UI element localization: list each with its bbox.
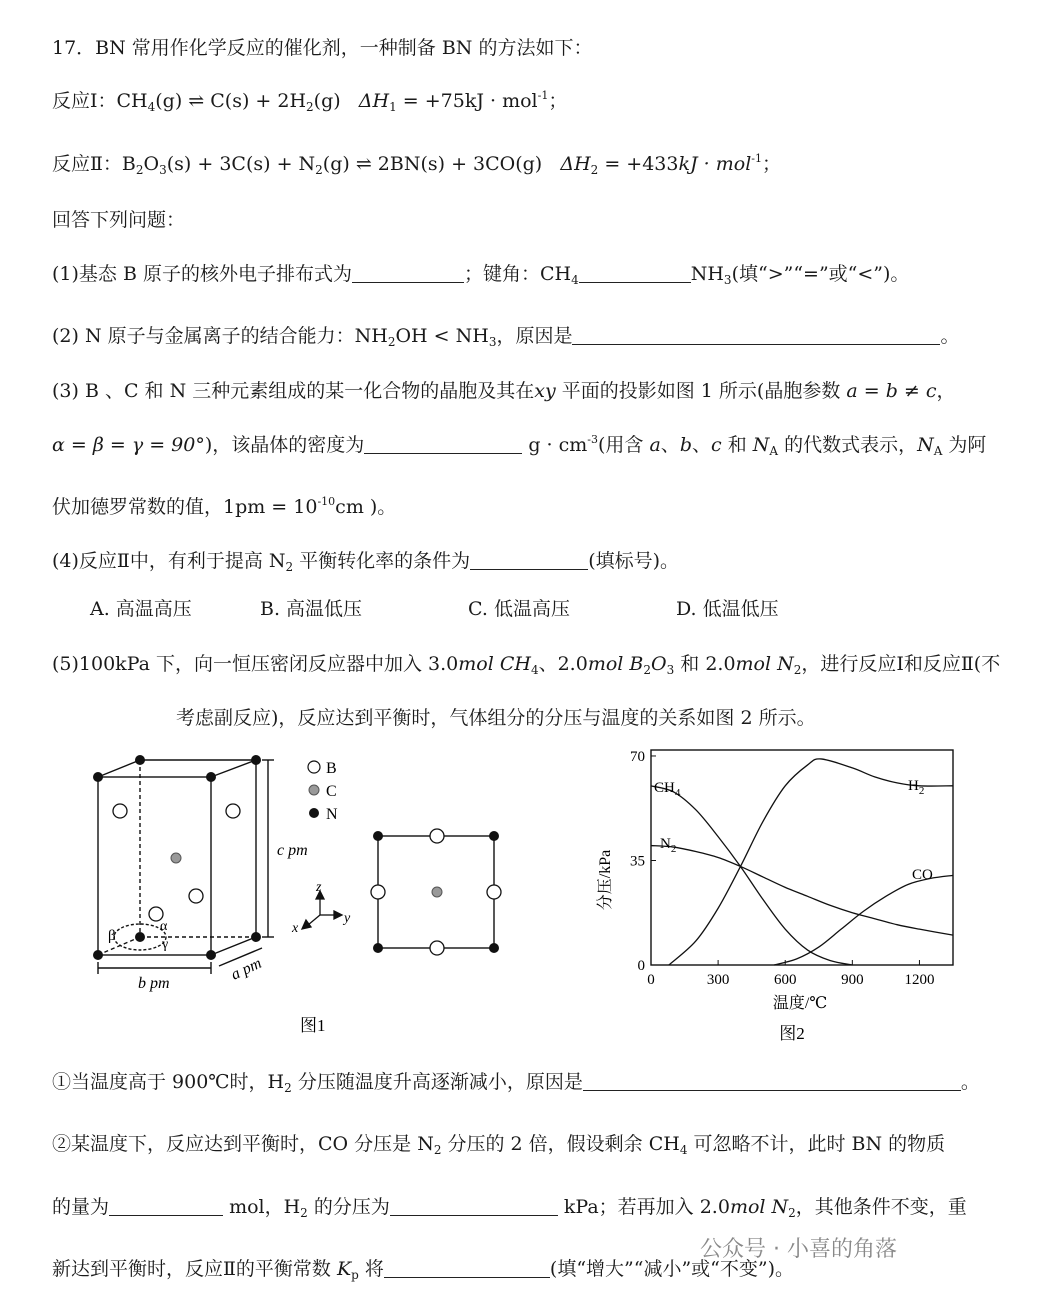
a-dimension-label: a pm: [228, 954, 265, 984]
option-d[interactable]: D. 低温低压: [676, 598, 779, 620]
series-label-co: CO: [912, 867, 933, 883]
question-4: (4)反应Ⅱ中，有利于提高 $N_2$ 平衡转化率的条件为 (填标号)。: [52, 550, 680, 574]
y-tick-label: 70: [630, 748, 645, 765]
series-label-n2: $N_2$: [660, 836, 677, 855]
axes-glyph: [302, 891, 342, 929]
question-3-line3: 伏加德罗常数的值，$1pm = 10^{-10}cm$ )。: [52, 495, 397, 518]
x-tick-label: 600: [773, 972, 797, 988]
reaction-1: 反应Ⅰ：$CH_4(g)$ ⇌ $C(s) + 2H_2(g)$ $\Delta H_1 = +75kJ \cdot mol^{-1}$；: [52, 89, 568, 114]
answer-blank-5-2b[interactable]: [390, 1197, 558, 1216]
svg-text:C: C: [326, 783, 337, 800]
axis-z-label: z: [316, 880, 322, 895]
svg-text:N: N: [326, 806, 338, 823]
boron-atoms: [113, 804, 501, 955]
figure-2-caption: 图2: [779, 1024, 805, 1043]
x-axis-label: 温度/℃: [772, 995, 828, 1012]
y-axis-label: 分压/kPa: [597, 849, 614, 911]
question-title: 17．BN 常用作化学反应的催化剂，一种制备 BN 的方法如下：: [52, 37, 593, 59]
gamma-label: γ: [162, 937, 169, 952]
b-dimension-label: b pm: [138, 975, 170, 992]
reaction-2: 反应Ⅱ：$B_2O_3(s) + 3C(s) + N_2(g)$ ⇌ 2BN(s) + 3CO(g) $\Delta H_2 = +433kJ \cdot mol^{-1}$；: [52, 152, 781, 177]
option-b[interactable]: B. 高温低压: [260, 598, 363, 620]
answer-blank-3[interactable]: [364, 435, 522, 454]
option-c[interactable]: C. 低温高压: [468, 598, 570, 620]
option-a[interactable]: A. 高温高压: [90, 598, 192, 620]
answer-blank-1b[interactable]: [579, 264, 691, 283]
beta-label: β: [108, 928, 116, 944]
figure-1: [80, 745, 550, 1045]
prompt: 回答下列问题：: [52, 209, 186, 231]
x-tick-label: 1200: [904, 972, 935, 988]
answer-blank-5-2a[interactable]: [109, 1197, 223, 1216]
answer-blank-5-2c[interactable]: [384, 1259, 550, 1278]
question-3-line2: α = β = γ = 90°)，该晶体的密度为 $g \cdot cm^{-3}$(用含 a、b、c 和 $N_A$ 的代数式表示，$N_A$ 为阿: [52, 433, 987, 458]
x-tick-label: 900: [841, 972, 864, 988]
svg-text:B: B: [326, 760, 337, 777]
question-3-line1: (3) B 、C 和 N 三种元素组成的某一化合物的晶胞及其在xy 平面的投影如图 1 所示(晶胞参数 a = b ≠ c，: [52, 380, 956, 402]
answer-blank-2[interactable]: [572, 326, 940, 345]
figure-2-chart: [590, 740, 990, 1050]
answer-blank-5-1[interactable]: [583, 1072, 961, 1091]
question-5-line2: 考虑副反应)，反应达到平衡时，气体组分的分压与温度的关系如图 2 所示。: [176, 707, 816, 729]
x-tick-label: 300: [706, 972, 730, 988]
y-tick-label: 0: [637, 958, 645, 974]
question-5-line1: (5)100kPa 下，向一恒压密闭反应器中加入 3.0mol $CH_4$、2.0mol $B_2O_3$ 和 2.0mol $N_2$，进行反应Ⅰ和反应Ⅱ(不: [52, 653, 1001, 677]
subquestion-2-line2: 的量为 mol，$H_2$ 的分压为 kPa；若再加入 2.0mol $N_2$，其他条件不变，重: [52, 1196, 967, 1220]
series-line-n2: [651, 846, 953, 936]
axis-y-label: y: [344, 911, 351, 926]
answer-blank-1a[interactable]: [352, 264, 464, 283]
figure-1-legend: [308, 760, 338, 823]
axis-x-label: x: [292, 921, 299, 936]
subquestion-1: ①当温度高于 900℃时，$H_2$ 分压随温度升高逐渐减小，原因是 。: [52, 1071, 980, 1095]
question-1: (1)基态 B 原子的核外电子排布式为 ；键角：$CH_4$ $NH_3$(填“>”“=”或“<”)。: [52, 263, 910, 287]
y-tick-label: 35: [630, 853, 645, 870]
series-label-ch4: $CH_4$: [654, 780, 681, 799]
watermark: 公众号 · 小喜的角落: [700, 1237, 897, 1262]
subquestion-2-line1: ②某温度下，反应达到平衡时，CO 分压是 $N_2$ 分压的 2 倍，假设剩余 $CH_4$ 可忽略不计，此时 BN 的物质: [52, 1133, 946, 1157]
series-label-h2: $H_2$: [908, 778, 925, 797]
question-2: (2) N 原子与金属离子的结合能力：$NH_2OH < NH_3$，原因是 。: [52, 325, 960, 349]
c-dimension-label: c pm: [277, 842, 308, 859]
alpha-label: α: [160, 919, 168, 934]
subquestion-2-line3: 新达到平衡时，反应Ⅱ的平衡常数 $K_p$ 将 (填“增大”“减小”或“不变”)。: [52, 1258, 795, 1282]
series-line-ch4: [651, 786, 852, 965]
series-line-co: [774, 875, 953, 965]
figure-1-caption: 图1: [300, 1016, 326, 1035]
x-tick-label: 0: [647, 972, 655, 988]
answer-blank-4[interactable]: [470, 551, 588, 570]
